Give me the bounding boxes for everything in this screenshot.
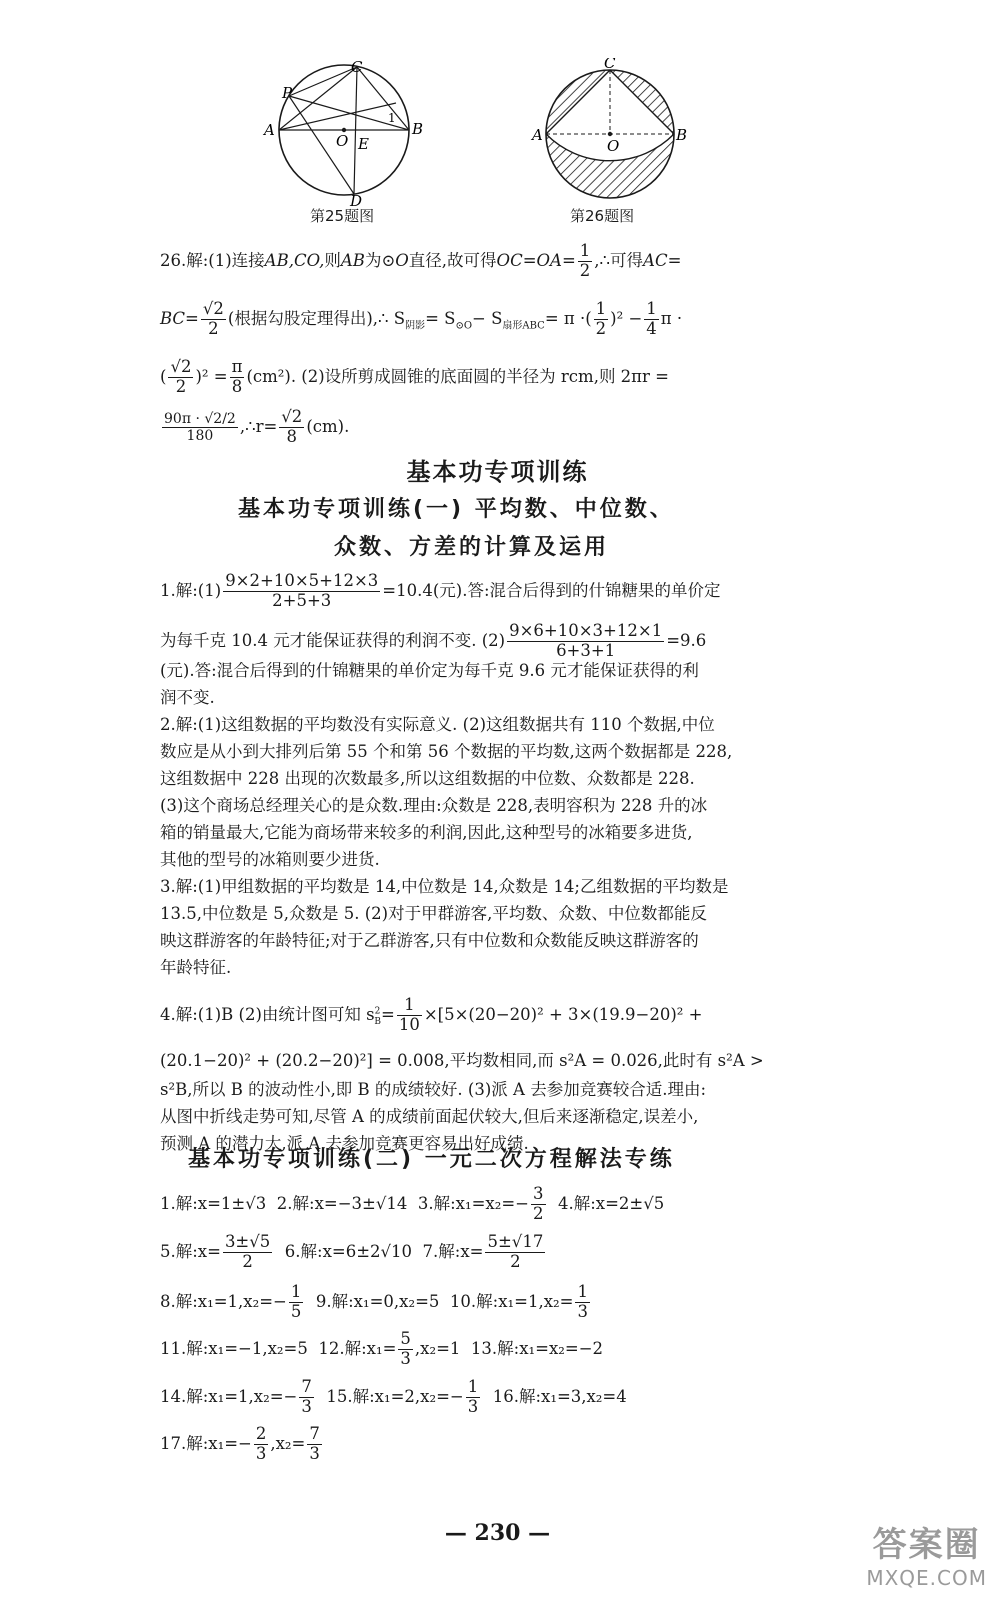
s1-q4-line-4: 从图中折线走势可知,尽管 A 的成绩前面起伏较大,但后来逐渐稳定,误差小, (160, 1107, 699, 1126)
s1-q3-line-3: 映这群游客的年龄特征;对于乙群游客,只有中位数和众数能反映这群游客的 (160, 931, 699, 950)
label-A: A (264, 121, 275, 139)
fraction: $\frac{9\times 2+10\times 5+12\times 3}{2+5+3}$ (225, 571, 379, 610)
s1-q2-line-1: 2.解:(1)这组数据的平均数没有实际意义. (2)这组数据共有 110 个数据,中位 (160, 715, 715, 734)
s1-q2-line-6: 其他的型号的冰箱则要少进货. (160, 850, 380, 869)
s2-row-3: 8.解:x₁=1,x₂=− $\frac{1}{5}$ 9.解:x₁=0,x₂=5 10.解:x₁=1,x₂= $\frac{1}{3}$ (160, 1282, 588, 1321)
figure-25-caption: 第25题图 (310, 207, 375, 225)
fraction: $\frac{2}{3}$ (255, 1424, 267, 1463)
s1-q3-line-4: 年龄特征. (160, 958, 232, 977)
s1-q4-line-1: 4.解:(1)B (2)由统计图可知 $s^2_B=$ $\frac{1}{10}$ ×[5×(20−20)² + 3×(19.9−20)² + (160, 995, 703, 1034)
fraction: $\frac{90\pi \cdot √2/2}{180}$ (164, 410, 236, 444)
fraction: $\frac{1}{2}$ (595, 299, 607, 338)
s1-q4-line-2: (20.1−20)² + (20.2−20)²] = 0.008,平均数相同,而 s²A = 0.026,此时有 s²A > (160, 1051, 764, 1070)
fraction: $\frac{7}{3}$ (309, 1424, 320, 1463)
page-number: — 230 — (444, 1520, 551, 1546)
watermark-logo (866, 1517, 987, 1590)
s2-row-5: 14.解:x₁=1,x₂=− $\frac{7}{3}$ 15.解:x₁=2,x₂=− $\frac{1}{3}$ 16.解:x₁=3,x₂=4 (160, 1377, 627, 1416)
s2-row-6: 17.解:x₁=− $\frac{2}{3}$ ,x₂= $\frac{7}{3}$ (160, 1424, 320, 1463)
s1-q3-line-1: 3.解:(1)甲组数据的平均数是 14,中位数是 14,众数是 14;乙组数据的平均数是 (160, 877, 729, 896)
label-B: B (676, 126, 688, 144)
section-main-title: 基本功专项训练 (406, 458, 589, 486)
q26-line-2: BC= $\frac{√2}{2}$ (根据勾股定理得出),∴ $S_{阴影}= S_{⊙O}- S_{扇形ABC}= \pi$ ·( $\frac{1}{2}$ )² − $\frac{1}{4}$ π · (160, 299, 683, 338)
s1-q2-line-2: 数应是从小到大排列后第 55 个和第 56 个数据的平均数,这两个数据都是 228, (160, 742, 733, 761)
label-B: B (412, 120, 424, 138)
fraction: $\frac{7}{3}$ (301, 1377, 312, 1416)
fraction: $\frac{1}{3}$ (577, 1282, 588, 1321)
fraction: $\frac{1}{3}$ (467, 1377, 479, 1416)
s2-row-4: 11.解:x₁=−1,x₂=5 12.解:x₁= $\frac{5}{3}$ ,x₂=1 13.解:x₁=x₂=−2 (160, 1329, 604, 1368)
label-E: E (358, 135, 369, 153)
s1-q1-line-1: 1.解:(1) $\frac{9\times 2+10\times 5+12\times 3}{2+5+3}$ =10.4(元).答:混合后得到的什锦糖果的单价定 (160, 571, 721, 610)
label-angle-1: 1 (388, 111, 396, 125)
s1-q2-line-3: 这组数据中 228 出现的次数最多,所以这组数据的中位数、众数都是 228. (160, 769, 695, 788)
s1-q2-line-5: 箱的销量最大,它能为商场带来较多的利润,因此,这种型号的冰箱要多进货, (160, 823, 693, 842)
label-O: O (336, 132, 349, 150)
label-C: C (351, 58, 363, 76)
label-O: O (607, 137, 620, 155)
label-C: C (604, 58, 616, 72)
s1-q1-line-3: (元).答:混合后得到的什锦糖果的单价定为每千克 9.6 元才能保证获得的利 (160, 661, 699, 680)
fraction: $\frac{5\pm√17}{2}$ (487, 1232, 544, 1271)
fraction: $\frac{1}{10}$ (398, 995, 420, 1034)
watermark-top: 答案圈 (872, 1525, 981, 1565)
watermark-bottom: MXQE.COM (866, 1566, 987, 1590)
s2-row-1: 1.解:x=1±√3 2.解:x=−3±√14 3.解:x₁=x₂=− $\frac{3}{2}$ 4.解:x=2±√5 (160, 1184, 665, 1223)
s1-q1-line-4: 润不变. (160, 688, 215, 707)
fraction: $\frac{3}{2}$ (533, 1184, 544, 1223)
section-1-title-line-2: 众数、方差的计算及运用 (334, 535, 610, 560)
s2-row-2: 5.解:x= $\frac{3\pm√5}{2}$ 6.解:x=6±2√10 7.解:x= $\frac{5\pm√17}{2}$ (160, 1232, 544, 1271)
label-P: P (282, 84, 293, 102)
q26-line-3: ( $\frac{√2}{2}$ )² = $\frac{\pi}{8}$ (cm²). (2)设所剪成圆锥的底面圆的半径为 rcm,则 2πr = (160, 357, 669, 396)
section-1-title-line-1: 基本功专项训练(一) 平均数、中位数、 (238, 497, 675, 522)
fraction: $\frac{1}{2}$ (579, 241, 591, 280)
q26-line-4: $\frac{90\pi \cdot √2/2}{180}$ ,∴r= $\frac{√2}{8}$ (cm). (164, 407, 350, 446)
fraction: $\frac{√2}{2}$ (170, 357, 192, 396)
s1-q4-line-5: 预测 A 的潜力大,派 A 去参加竞赛更容易出好成绩. (160, 1134, 529, 1153)
s1-q4-line-3: s²B,所以 B 的波动性小,即 B 的成绩较好. (3)派 A 去参加竞赛较合适.理由: (160, 1080, 706, 1099)
s1-q1-line-2: 为每千克 10.4 元才能保证获得的利润不变. (2) $\frac{9\times 6+10\times 3+12\times 1}{6+3+1}$ =9.6 (160, 621, 707, 660)
section-2-title: 基本功专项训练(二) 一元二次方程解法专练 (188, 1147, 675, 1172)
figure-26-caption: 第26题图 (570, 207, 635, 225)
fraction: $\frac{9\times 6+10\times 3+12\times 1}{6+3+1}$ (509, 621, 663, 660)
figure-26 (528, 58, 698, 208)
fraction: $\frac{1}{4}$ (646, 299, 657, 338)
s1-q2-line-4: (3)这个商场总经理关心的是众数.理由:众数是 228,表明容积为 228 升的冰 (160, 796, 708, 815)
s1-q3-line-2: 13.5,中位数是 5,众数是 5. (2)对于甲群游客,平均数、众数、中位数都能反 (160, 904, 707, 923)
fraction: $\frac{1}{5}$ (290, 1282, 302, 1321)
q26-line-1: 26.解:(1)连接AB,CO,则AB为⊙O直径,故可得OC=OA= $\frac{1}{2}$ ,∴可得AC= (160, 241, 682, 280)
label-A: A (532, 126, 543, 144)
fraction: $\frac{\pi}{8}$ (231, 357, 243, 396)
label-D: D (350, 192, 363, 208)
fraction: $\frac{√2}{2}$ (202, 299, 224, 338)
fraction: $\frac{3\pm√5}{2}$ (224, 1232, 271, 1271)
fraction: $\frac{5}{3}$ (400, 1329, 411, 1368)
figure-25 (262, 58, 432, 208)
fraction: $\frac{√2}{8}$ (281, 407, 303, 446)
